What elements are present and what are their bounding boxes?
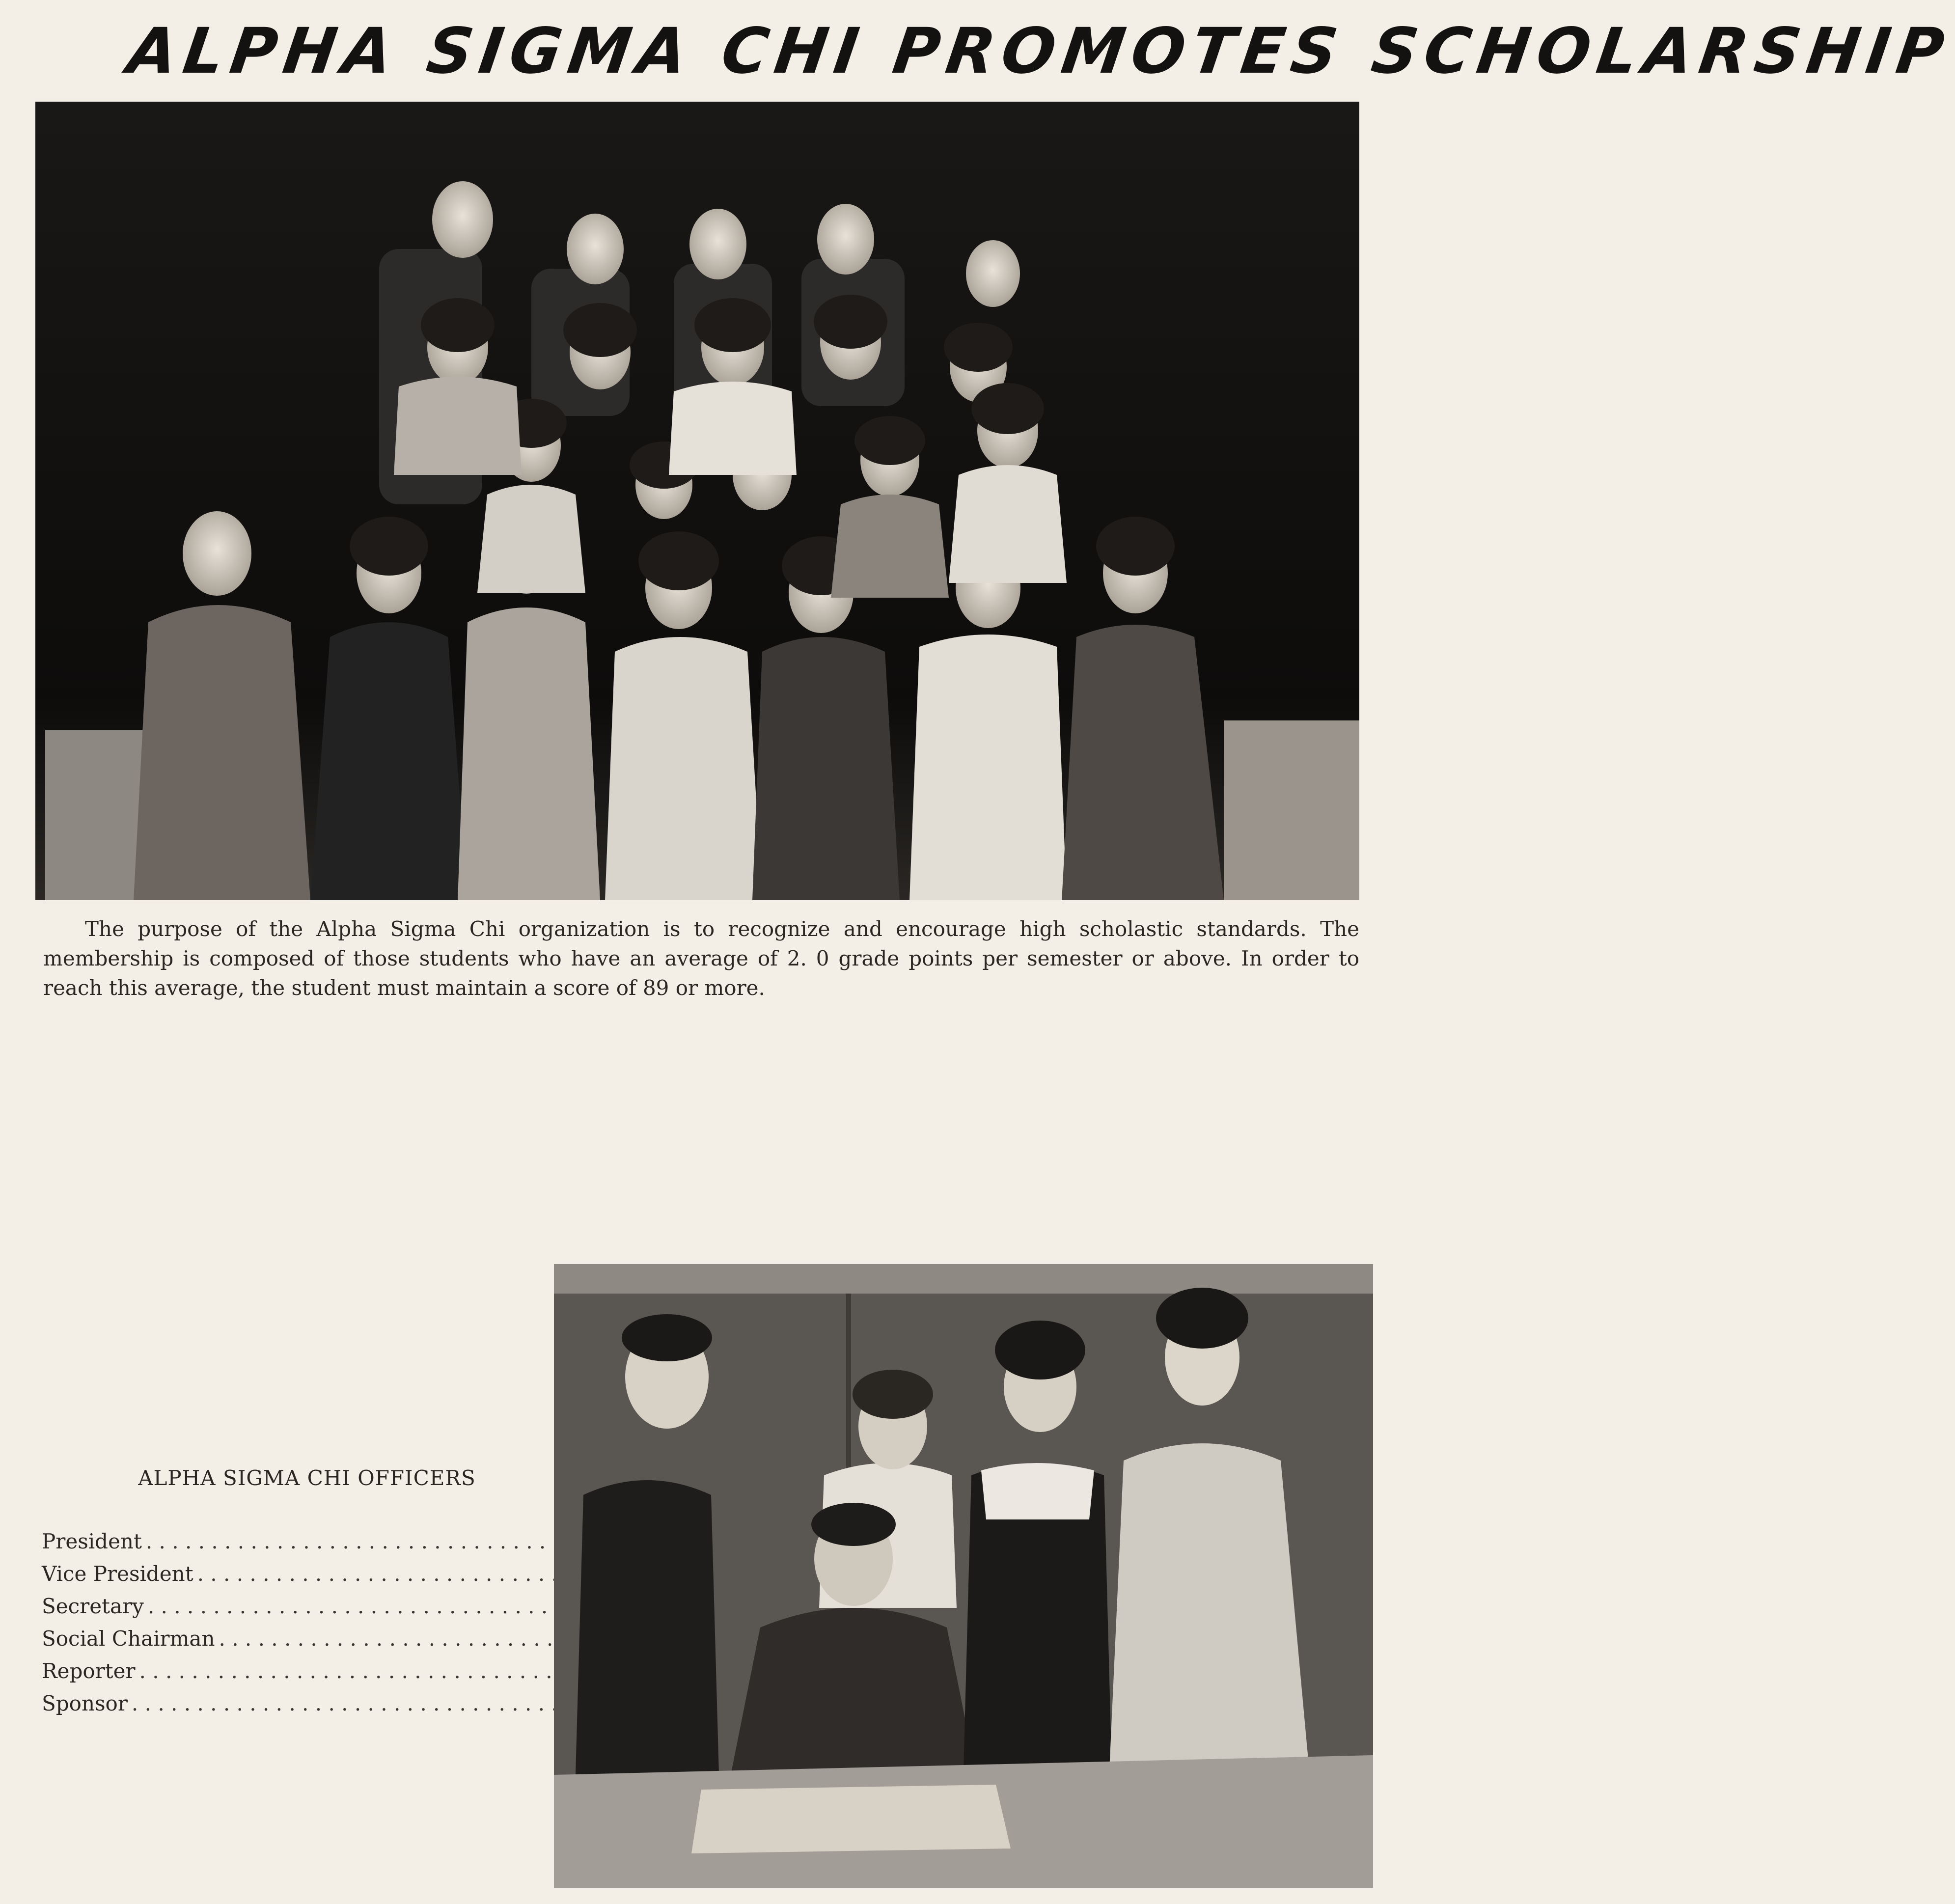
officer-row-reporter [42,1659,543,1691]
officer-role: Secretary [42,1594,144,1618]
description-paragraph: The purpose of the Alpha Sigma Chi organization is to recognize and encourage high scholastic standards. The membership is composed of those students who have an average of 2. 0 grade points per semester or above. In order to reach this average, the student must maintain a score of 89 or more. [43,917,1359,1000]
officer-row-president [42,1529,543,1562]
officers-photo [554,1264,1373,1888]
officer-role: Vice President [42,1562,193,1586]
officer-role: President [42,1529,142,1553]
page-title: ALPHA SIGMA CHI PROMOTES SCHOLARSHIP [123,15,1955,88]
officer-row-vice-president [42,1562,543,1594]
officer-row-social-chairman [42,1627,543,1659]
officer-row-secretary [42,1594,543,1627]
officers-list [42,1466,543,1724]
officer-role: Sponsor [42,1691,128,1715]
officer-role: Social Chairman [42,1627,215,1651]
officer-row-sponsor [42,1691,543,1724]
group-photo [35,102,1359,900]
officers-heading: ALPHA SIGMA CHI OFFICERS [138,1466,476,1490]
officer-role: Reporter [42,1659,136,1683]
